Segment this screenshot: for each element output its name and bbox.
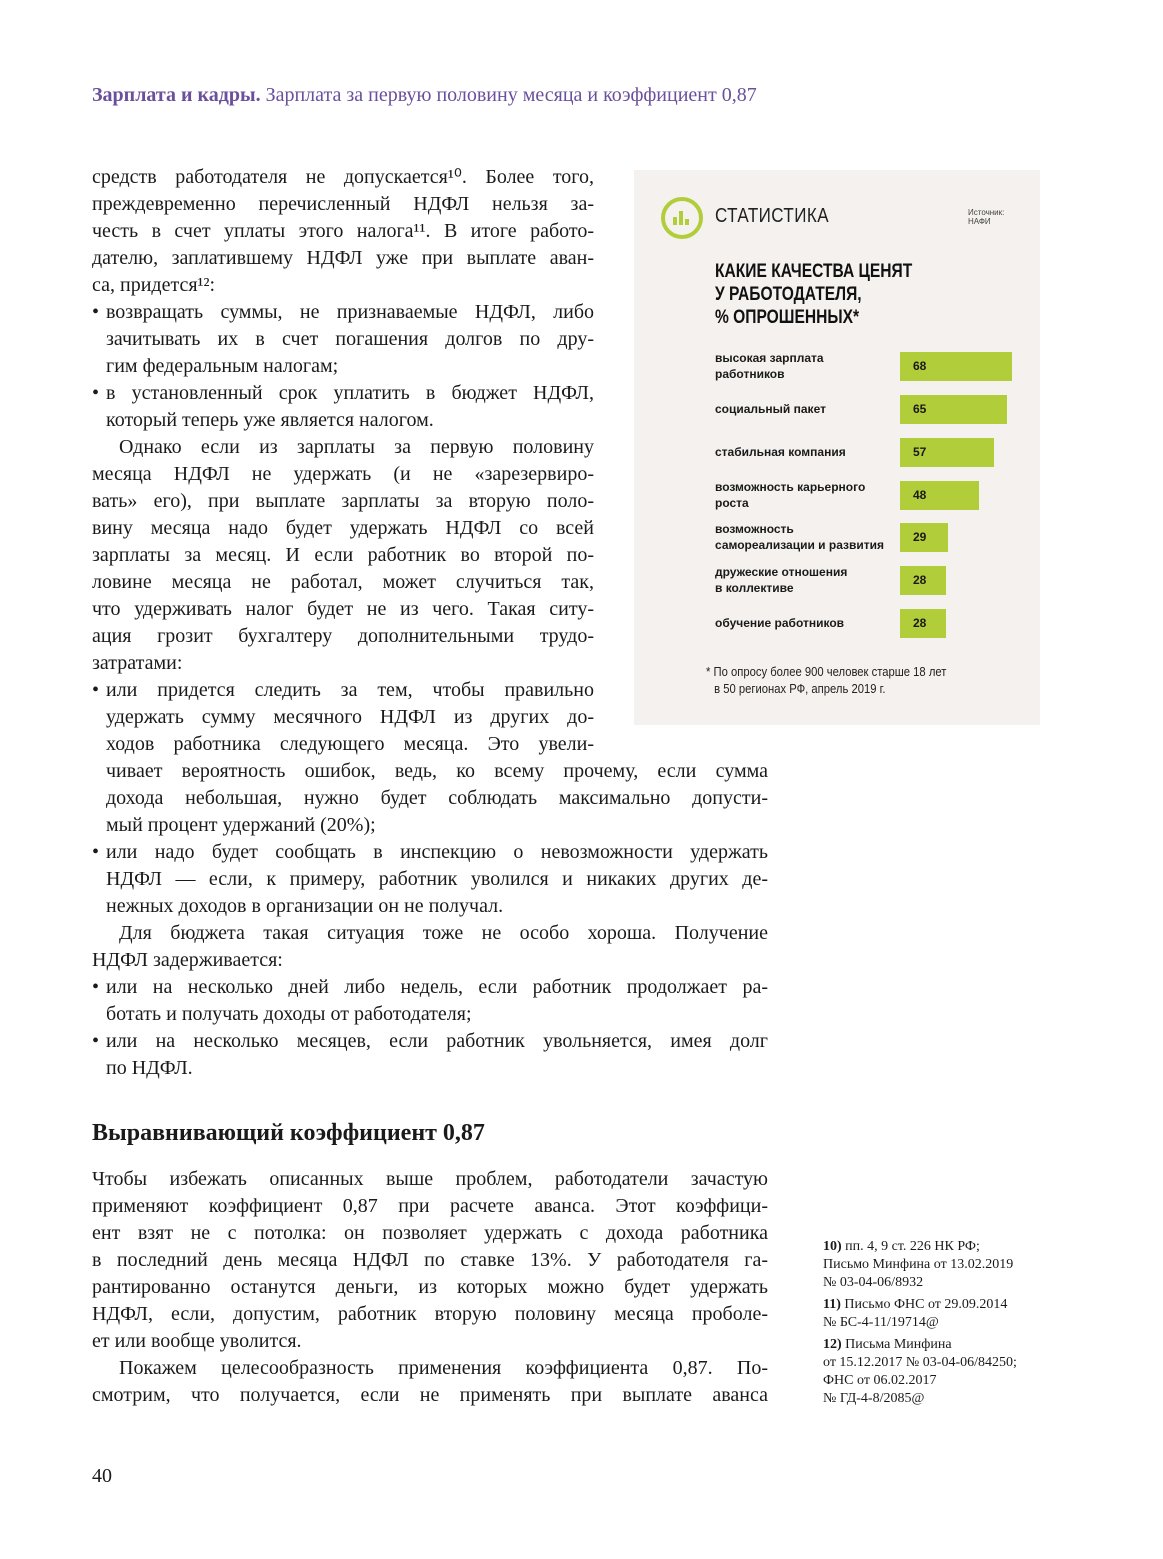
line-text: зарплаты за месяц. И если работник во второй по-	[92, 544, 594, 566]
footnote-text: пп. 4, 9 ст. 226 НК РФ;	[845, 1239, 980, 1254]
bar-label-line: роста	[715, 496, 749, 510]
text-line	[92, 569, 594, 596]
text-line	[92, 1274, 768, 1301]
source-value: НАФИ	[968, 217, 991, 226]
footnote-number: 12)	[823, 1337, 842, 1352]
line-text: средств работодателя не допускается¹⁰. Более того,	[92, 166, 594, 188]
running-header	[92, 83, 757, 107]
bar-value: 29	[913, 530, 927, 544]
text-line	[92, 758, 768, 785]
text-line	[92, 1382, 768, 1409]
line-text: или надо будет сообщать в инспекцию о невозможности удержать	[106, 841, 768, 863]
text-line	[92, 1166, 768, 1193]
line-text: Чтобы избежать описанных выше проблем, работодатели зачастую	[92, 1168, 768, 1190]
bar-label-line: высокая зарплата	[715, 351, 824, 365]
line-text: удержать сумму месячного НДФЛ из других до-	[106, 706, 594, 728]
bar-label	[715, 564, 847, 596]
bar-label-line: социальный пакет	[715, 402, 826, 416]
line-text: ходов работника следующего месяца. Это увели-	[106, 733, 594, 755]
text-line	[92, 893, 768, 920]
footnote-text: № ГД-4-8/2085@	[823, 1391, 925, 1406]
text-line	[92, 974, 768, 1001]
bar-chart-icon	[661, 197, 703, 239]
bullet: •	[92, 1030, 100, 1052]
footnote-text: от 15.12.2017 № 03-04-06/84250;	[823, 1355, 1017, 1370]
bar-value: 65	[913, 402, 927, 416]
text-line	[92, 947, 768, 974]
text-line	[92, 218, 594, 245]
line-text: НДФЛ, если, допустим, работник вторую половину месяца проболе-	[92, 1303, 768, 1325]
line-text: который теперь уже является налогом.	[106, 409, 434, 431]
bullet: •	[92, 841, 100, 863]
bar-label-line: работников	[715, 367, 785, 381]
text-line	[92, 245, 594, 272]
line-text: что удерживать налог будет не из чего. Такая ситу-	[92, 598, 594, 620]
stats-title: СТАТИСТИКА	[715, 205, 829, 227]
chart-title-line: КАКИЕ КАЧЕСТВА ЦЕНЯТ	[715, 261, 913, 282]
bullet: •	[92, 679, 100, 701]
text-line	[92, 650, 594, 677]
footnotes	[823, 1238, 1063, 1412]
line-text: Для бюджета такая ситуация тоже не особо хороша. Получение	[119, 922, 768, 944]
text-line	[92, 191, 594, 218]
text-line	[92, 1355, 768, 1382]
line-text: зачитывать их в счет погашения долгов по дру-	[106, 328, 594, 350]
text-line	[92, 839, 768, 866]
bar-label	[715, 615, 844, 631]
line-text: смотрим, что получается, если не применять при выплате аванса	[92, 1384, 768, 1406]
text-line	[92, 461, 594, 488]
line-text: возвращать суммы, не признаваемые НДФЛ, либо	[106, 301, 594, 323]
line-text: чивает вероятность ошибок, ведь, ко всему прочему, если сумма	[106, 760, 768, 782]
bar-row	[715, 437, 1035, 467]
bar-label-line: дружеские отношения	[715, 565, 848, 579]
footnote	[823, 1336, 1063, 1408]
bar-value: 28	[913, 573, 927, 587]
bar-label	[715, 521, 884, 553]
bar-row	[715, 565, 1035, 595]
footnote-text: ФНС от 06.02.2017	[823, 1373, 937, 1388]
bar-label	[715, 350, 824, 382]
line-text: затратами:	[92, 652, 183, 674]
line-text: в установленный срок уплатить в бюджет НДФЛ,	[106, 382, 594, 404]
section-heading: Выравнивающий коэффициент 0,87	[92, 1120, 485, 1146]
line-text: рантированно останутся деньги, из которых можно будет удержать	[92, 1276, 768, 1298]
line-text: вину месяца надо будет удержать НДФЛ со всей	[92, 517, 594, 539]
line-text: или придется следить за тем, чтобы правильно	[106, 679, 594, 701]
bar	[900, 395, 1007, 424]
line-text: дохода небольшая, нужно будет соблюдать максимально допусти-	[106, 787, 768, 809]
text-line	[92, 785, 768, 812]
chart-title	[715, 260, 912, 329]
stats-source	[968, 208, 1004, 226]
header-section: Зарплата и кадры.	[92, 84, 261, 106]
source-label: Источник:	[968, 208, 1005, 217]
line-text: гим федеральным налогам;	[106, 355, 339, 377]
line-text: Однако если из зарплаты за первую половину	[119, 436, 594, 458]
text-line	[92, 434, 594, 461]
bullet: •	[92, 976, 100, 998]
bar-label-line: стабильная компания	[715, 445, 846, 459]
text-line	[92, 164, 594, 191]
bar-value: 57	[913, 445, 927, 459]
text-line	[92, 1001, 768, 1028]
text-line	[92, 596, 594, 623]
bar-label	[715, 479, 865, 511]
header-title: Зарплата за первую половину месяца и коэффициент 0,87	[265, 84, 757, 106]
text-line	[92, 488, 594, 515]
line-text: дателю, заплатившему НДФЛ уже при выплате аван-	[92, 247, 594, 269]
text-line	[92, 1301, 768, 1328]
note-line: в 50 регионах РФ, апрель 2019 г.	[714, 682, 886, 696]
note-line: * По опросу более 900 человек старше 18 лет	[706, 665, 947, 679]
text-line	[92, 299, 594, 326]
text-line	[92, 623, 594, 650]
line-text: ация грозит бухгалтеру дополнительными трудо-	[92, 625, 594, 647]
text-line	[92, 1328, 768, 1355]
bar-label	[715, 444, 846, 460]
footnote-number: 11)	[823, 1297, 841, 1312]
footnote-text: Письмо Минфина от 13.02.2019	[823, 1257, 1014, 1272]
chart-title-line: % ОПРОШЕННЫХ*	[715, 307, 860, 328]
bar	[900, 566, 946, 595]
bullet: •	[92, 301, 100, 323]
text-line	[92, 1220, 768, 1247]
bar-label-line: возможность карьерного	[715, 480, 866, 494]
line-text: преждевременно перечисленный НДФЛ нельзя за-	[92, 193, 594, 215]
bullet: •	[92, 382, 100, 404]
text-line	[92, 326, 594, 353]
bar-value: 48	[913, 488, 927, 502]
text-line	[92, 812, 768, 839]
text-line	[92, 515, 594, 542]
text-line	[92, 407, 594, 434]
line-text: мый процент удержаний (20%);	[106, 814, 376, 836]
text-line	[92, 272, 594, 299]
line-text: Покажем целесообразность применения коэффициента 0,87. По-	[119, 1357, 768, 1379]
line-text: ловине месяца не работал, может случиться так,	[92, 571, 594, 593]
text-line	[92, 1028, 768, 1055]
bar-label-line: возможность	[715, 522, 794, 536]
bar-row	[715, 608, 1035, 638]
bar-row	[715, 480, 1035, 510]
bar	[900, 438, 994, 467]
text-line	[92, 1193, 768, 1220]
bar-row	[715, 394, 1035, 424]
line-text: са, придется¹²:	[92, 274, 216, 296]
bar-label	[715, 401, 826, 417]
bar-label-line: обучение работников	[715, 616, 845, 630]
text-line	[92, 1055, 768, 1082]
bar	[900, 609, 946, 638]
text-line	[92, 704, 594, 731]
chart-title-line: У РАБОТОДАТЕЛЯ,	[715, 284, 862, 305]
line-text: нежных доходов в организации он не получал.	[106, 895, 504, 917]
line-text: ент взят не с потолка: он позволяет удержать с дохода работника	[92, 1222, 768, 1244]
text-line	[92, 677, 594, 704]
line-text: вать» его), при выплате зарплаты за вторую поло-	[92, 490, 594, 512]
line-text: или на несколько дней либо недель, если работник продолжает ра-	[106, 976, 768, 998]
bar-value: 28	[913, 616, 927, 630]
text-line	[92, 542, 594, 569]
line-text: честь в счет уплаты этого налога¹¹. В итоге работо-	[92, 220, 594, 242]
text-line	[92, 920, 768, 947]
bar	[900, 352, 1012, 381]
line-text: применяют коэффициент 0,87 при расчете аванса. Этот коэффици-	[92, 1195, 768, 1217]
bar-label-line: в коллективе	[715, 581, 794, 595]
line-text: НДФЛ задерживается:	[92, 949, 283, 971]
bar	[900, 481, 979, 510]
bar-value: 68	[913, 359, 927, 373]
line-text: в последний день месяца НДФЛ по ставке 13%. У работодателя га-	[92, 1249, 768, 1271]
bar-row	[715, 522, 1035, 552]
text-line	[92, 866, 768, 893]
line-text: ет или вообще уволится.	[92, 1330, 302, 1352]
footnote	[823, 1238, 1063, 1292]
line-text: НДФЛ — если, к примеру, работник уволился и никаких других де-	[106, 868, 768, 890]
footnote-text: Письма Минфина	[845, 1337, 952, 1352]
bar-label-line: самореализации и развития	[715, 538, 885, 552]
footnote-text: № 03-04-06/8932	[823, 1275, 924, 1290]
chart-footnote	[706, 664, 946, 698]
text-line	[92, 353, 594, 380]
footnote-number: 10)	[823, 1239, 842, 1254]
text-line	[92, 731, 594, 758]
line-text: ботать и получать доходы от работодателя;	[106, 1003, 472, 1025]
page-number: 40	[92, 1465, 112, 1487]
text-line	[92, 1247, 768, 1274]
line-text: по НДФЛ.	[106, 1057, 193, 1079]
body-text-2	[92, 1166, 768, 1409]
footnote-text: № БС-4-11/19714@	[823, 1315, 939, 1330]
bar	[900, 523, 948, 552]
bar-row	[715, 351, 1035, 381]
statistics-box	[634, 170, 1040, 725]
line-text: или на несколько месяцев, если работник увольняется, имея долг	[106, 1030, 768, 1052]
line-text: месяца НДФЛ не удержать (и не «зарезервиро-	[92, 463, 594, 485]
text-line	[92, 380, 594, 407]
footnote-text: Письмо ФНС от 29.09.2014	[844, 1297, 1008, 1312]
footnote	[823, 1296, 1063, 1332]
